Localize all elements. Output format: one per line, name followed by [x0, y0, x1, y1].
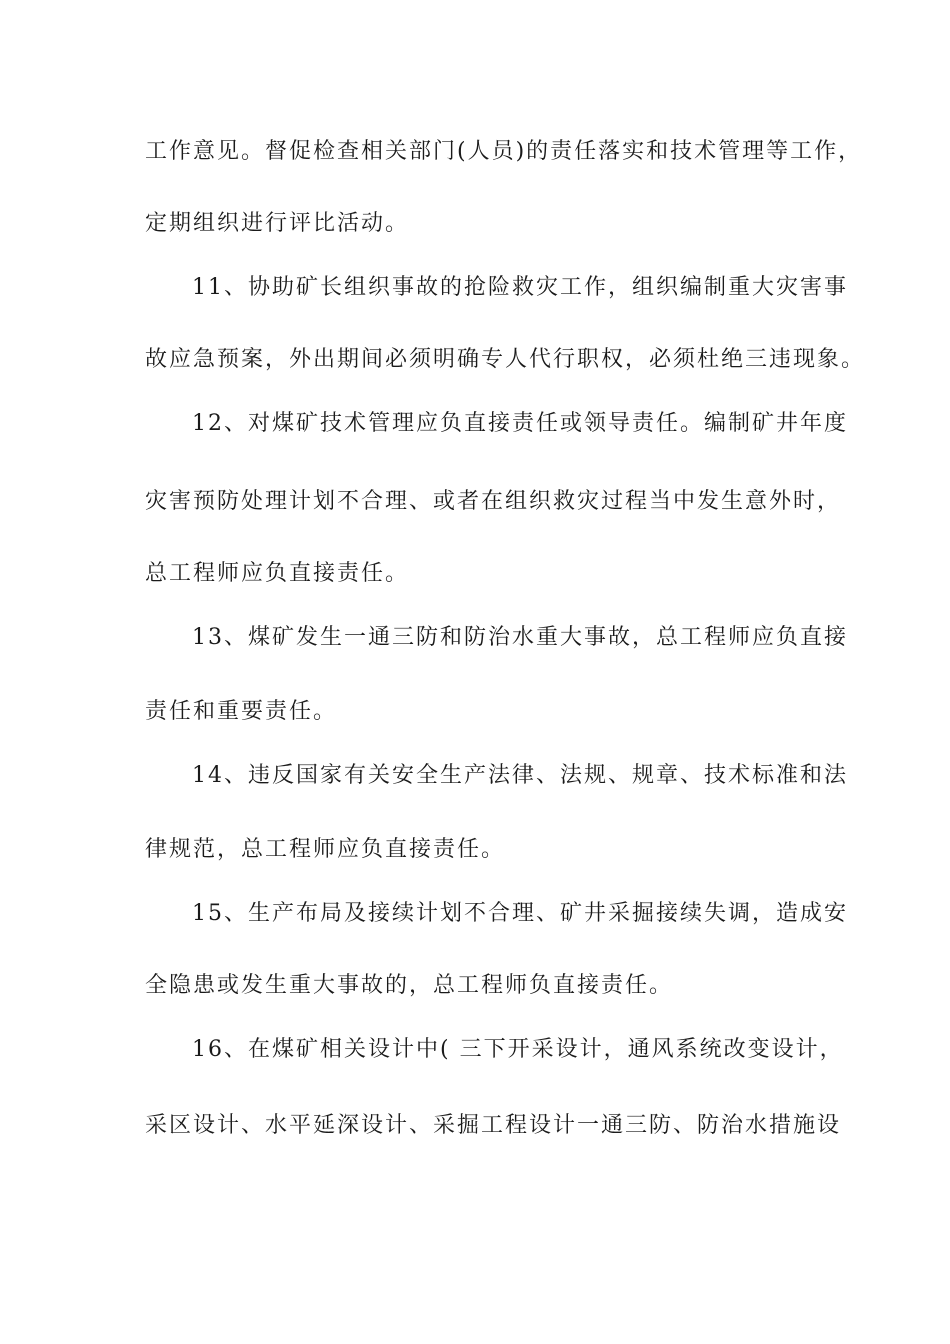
paragraph-15-start: 15、生产布局及接续计划不合理、矿井采掘接续失调，造成安 [192, 901, 848, 926]
text-line: 全隐患或发生重大事故的，总工程师负直接责任。 [145, 973, 674, 998]
text-line: 工作意见。督促检查相关部门(人员)的责任落实和技术管理等工作， [145, 139, 863, 164]
text-line: 灾害预防处理计划不合理、或者在组织救灾过程当中发生意外时， [145, 489, 842, 514]
text-line: 总工程师应负直接责任。 [145, 561, 410, 586]
text-line: 采区设计、水平延深设计、采掘工程设计一通三防、防治水措施设 [145, 1113, 842, 1138]
paragraph-11-start: 11、协助矿长组织事故的抢险救灾工作，组织编制重大灾害事 [192, 275, 848, 300]
text-line: 故应急预案，外出期间必须明确专人代行职权，必须杜绝三违现象。 [145, 347, 866, 372]
text-line: 定期组织进行评比活动。 [145, 211, 410, 236]
paragraph-12-start: 12、对煤矿技术管理应负直接责任或领导责任。编制矿井年度 [192, 411, 848, 436]
text-line: 责任和重要责任。 [145, 699, 338, 724]
paragraph-16-start: 16、在煤矿相关设计中( 三下开采设计，通风系统改变设计， [192, 1037, 844, 1062]
text-line: 律规范，总工程师应负直接责任。 [145, 837, 506, 862]
paragraph-13-start: 13、煤矿发生一通三防和防治水重大事故，总工程师应负直接 [192, 625, 848, 650]
paragraph-14-start: 14、违反国家有关安全生产法律、法规、规章、技术标准和法 [192, 763, 848, 788]
